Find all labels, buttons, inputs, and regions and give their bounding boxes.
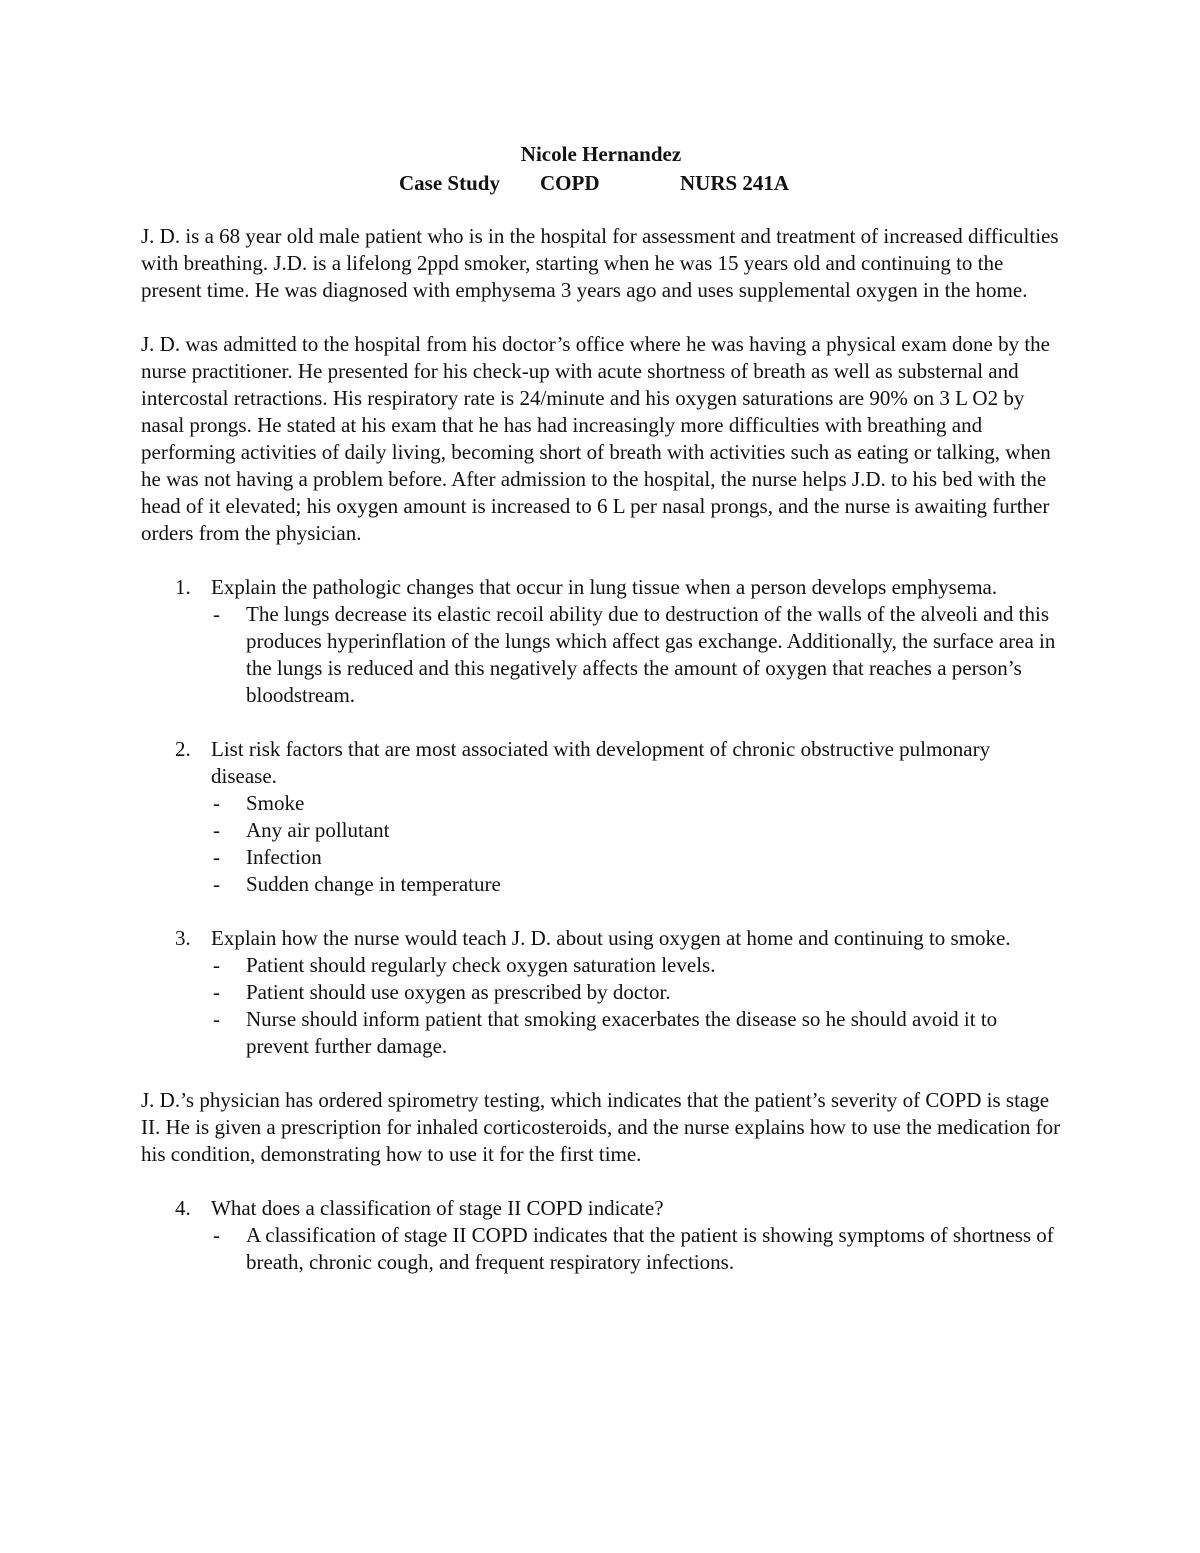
question-text: What does a classification of stage II COPD indicate? bbox=[211, 1196, 664, 1220]
dash-bullet: - bbox=[213, 953, 220, 977]
answer-text: Smoke bbox=[246, 791, 305, 815]
answer-item bbox=[211, 871, 1061, 898]
title-row bbox=[141, 169, 1061, 198]
question-list-part2 bbox=[141, 1195, 1061, 1276]
answer-item bbox=[211, 817, 1061, 844]
dash-bullet: - bbox=[213, 1223, 220, 1247]
answer-item bbox=[211, 1222, 1061, 1276]
answer-text: Sudden change in temperature bbox=[246, 872, 501, 896]
title-course: NURS 241A bbox=[680, 171, 790, 195]
title-topic: COPD bbox=[540, 171, 600, 195]
answer-text: A classification of stage II COPD indicates that the patient is showing symptoms of shortness of breath, chronic cough, and frequent respiratory infections. bbox=[246, 1223, 1054, 1274]
question-list-part1 bbox=[141, 574, 1061, 1060]
answer-item bbox=[211, 952, 1061, 979]
middle-paragraph: J. D.’s physician has ordered spirometry testing, which indicates that the patient’s severity of COPD is stage II. He is given a prescription for inhaled corticosteroids, and the nurse explains how to use the medication for his condition, demonstrating how to use it for the first time. bbox=[141, 1088, 1061, 1166]
answer-text: Infection bbox=[246, 845, 322, 869]
question-text: List risk factors that are most associated with development of chronic obstructive pulmonary disease. bbox=[211, 737, 991, 788]
question-number: 4. bbox=[175, 1196, 191, 1220]
question-item bbox=[141, 1195, 1061, 1276]
dash-bullet: - bbox=[213, 872, 220, 896]
question-number: 1. bbox=[175, 575, 191, 599]
intro-paragraph-2: J. D. was admitted to the hospital from his doctor’s office where he was having a physical exam done by the nurse practitioner. He presented for his check-up with acute shortness of breath as well as substernal and intercostal retractions. His respiratory rate is 24/minute and his oxygen saturations are 90% on 3 L O2 by nasal prongs. He stated at his exam that he has had increasingly more difficulties with breathing and performing activities of daily living, becoming short of breath with activities such as eating or talking, when he was not having a problem before. After admission to the hospital, the nurse helps J.D. to his bed with the head of it elevated; his oxygen amount is increased to 6 L per nasal prongs, and the nurse is awaiting further orders from the physician. bbox=[141, 332, 1051, 545]
question-text: Explain how the nurse would teach J. D. about using oxygen at home and continuing to smoke. bbox=[211, 926, 1011, 950]
dash-bullet: - bbox=[213, 845, 220, 869]
answer-list bbox=[211, 790, 1061, 898]
answer-text: The lungs decrease its elastic recoil ability due to destruction of the walls of the alveoli and this produces hyperinflation of the lungs which affect gas exchange. Additionally, the surface area in the lungs is reduced and this negatively affects the amount of oxygen that reaches a person’s bloodstream. bbox=[246, 602, 1056, 707]
question-number: 3. bbox=[175, 926, 191, 950]
question-item bbox=[141, 574, 1061, 709]
answer-text: Any air pollutant bbox=[246, 818, 390, 842]
dash-bullet: - bbox=[213, 602, 220, 626]
intro-paragraph-1: J. D. is a 68 year old male patient who is in the hospital for assessment and treatment of increased difficulties with breathing. J.D. is a lifelong 2ppd smoker, starting when he was 15 years old and continuing to the present time. He was diagnosed with emphysema 3 years ago and uses supplemental oxygen in the home. bbox=[141, 224, 1059, 302]
title-case-study: Case Study bbox=[399, 171, 500, 195]
answer-item bbox=[211, 1006, 1061, 1060]
dash-bullet: - bbox=[213, 1007, 220, 1031]
answer-text: Patient should use oxygen as prescribed by doctor. bbox=[246, 980, 671, 1004]
author-name: Nicole Hernandez bbox=[520, 142, 682, 166]
answer-list bbox=[211, 952, 1061, 1060]
question-item bbox=[141, 736, 1061, 898]
dash-bullet: - bbox=[213, 818, 220, 842]
answer-item bbox=[211, 601, 1061, 709]
answer-item bbox=[211, 844, 1061, 871]
question-text: Explain the pathologic changes that occur in lung tissue when a person develops emphysema. bbox=[211, 575, 998, 599]
answer-list bbox=[211, 601, 1061, 709]
answer-text: Patient should regularly check oxygen saturation levels. bbox=[246, 953, 716, 977]
answer-list bbox=[211, 1222, 1061, 1276]
dash-bullet: - bbox=[213, 980, 220, 1004]
question-number: 2. bbox=[175, 737, 191, 761]
answer-text: Nurse should inform patient that smoking exacerbates the disease so he should avoid it to prevent further damage. bbox=[246, 1007, 998, 1058]
answer-item bbox=[211, 979, 1061, 1006]
answer-item bbox=[211, 790, 1061, 817]
dash-bullet: - bbox=[213, 791, 220, 815]
document-content bbox=[141, 140, 1061, 1276]
question-item bbox=[141, 925, 1061, 1060]
document-header bbox=[141, 140, 1061, 198]
